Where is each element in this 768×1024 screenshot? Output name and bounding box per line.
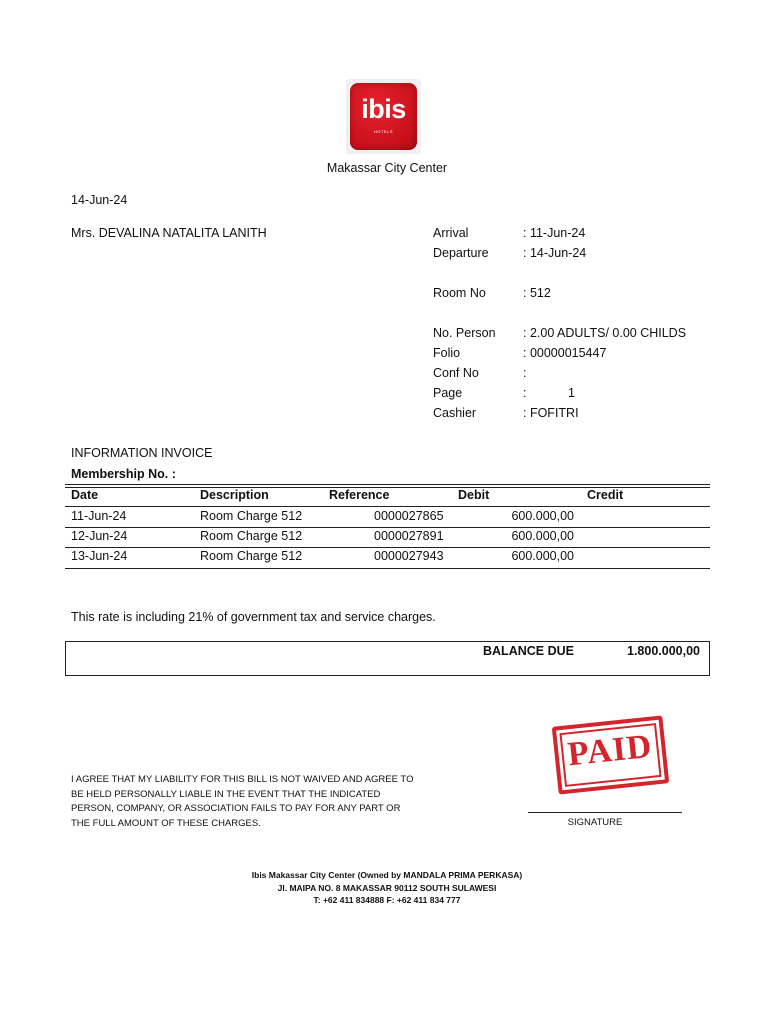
departure-value: : 14-Jun-24	[523, 246, 587, 260]
folio-label: Folio	[433, 346, 461, 360]
balance-value: 1.800.000,00	[627, 644, 700, 658]
departure-label: Departure	[433, 246, 489, 260]
persons-label: No. Person	[433, 326, 496, 340]
col-header-credit: Credit	[587, 488, 624, 502]
page-value: 1	[568, 386, 575, 400]
row-date: 12-Jun-24	[71, 529, 128, 543]
page-colon: :	[523, 386, 527, 400]
conf-value: :	[523, 366, 527, 380]
folio-value: : 00000015447	[523, 346, 607, 360]
paid-stamp	[552, 715, 669, 794]
invoice-title: INFORMATION INVOICE	[71, 446, 213, 460]
liability-line: PERSON, COMPANY, OR ASSOCIATION FAILS TO PAY FOR ANY PART OR	[71, 803, 401, 814]
footer-line: Jl. MAIPA NO. 8 MAKASSAR 90112 SOUTH SULAWESI	[277, 882, 497, 893]
row-reference: 0000027891	[374, 529, 444, 543]
liability-statement	[71, 773, 413, 831]
signature-line	[528, 812, 682, 813]
row-date: 13-Jun-24	[71, 549, 128, 563]
arrival-label: Arrival	[433, 226, 469, 240]
table-bottom-rule	[65, 568, 710, 569]
tax-note: This rate is including 21% of government tax and service charges.	[71, 610, 436, 624]
hotel-name: Makassar City Center	[326, 161, 448, 175]
cashier-label: Cashier	[433, 406, 477, 420]
col-header-debit: Debit	[458, 488, 490, 502]
footer	[0, 869, 768, 907]
row-debit: 600.000,00	[511, 529, 574, 543]
cashier-value: : FOFITRI	[523, 406, 579, 420]
row-debit: 600.000,00	[511, 549, 574, 563]
guest-name: Mrs. DEVALINA NATALITA LANITH	[71, 226, 267, 240]
ibis-logo-badge	[350, 83, 417, 150]
room-label: Room No	[433, 286, 486, 300]
invoice-date: 14-Jun-24	[71, 193, 128, 207]
col-header-reference: Reference	[329, 488, 390, 502]
ibis-logo	[346, 79, 421, 154]
row-description: Room Charge 512	[200, 529, 303, 543]
liability-line: THE FULL AMOUNT OF THESE CHARGES.	[71, 817, 261, 829]
col-header-description: Description	[200, 488, 269, 502]
row-reference: 0000027943	[374, 549, 444, 563]
footer-line: Ibis Makassar City Center (Owned by MANDALA PRIMA PERKASA)	[251, 870, 523, 880]
membership-label: Membership No. :	[71, 467, 176, 481]
signature-label: SIGNATURE	[567, 817, 623, 828]
row-description: Room Charge 512	[200, 509, 303, 523]
row-description: Room Charge 512	[200, 549, 303, 563]
logo-text: ibis	[361, 94, 406, 124]
row-reference: 0000027865	[374, 509, 444, 523]
col-header-date: Date	[71, 488, 99, 502]
footer-line: T: +62 411 834888 F: +62 411 834 777	[313, 895, 461, 905]
row-date: 11-Jun-24	[71, 509, 127, 523]
logo-subtext: HOTELS	[373, 129, 393, 134]
table-header-rule	[65, 506, 710, 507]
arrival-value: : 11-Jun-24	[523, 226, 586, 240]
liability-line: I AGREE THAT MY LIABILITY FOR THIS BILL IS NOT WAIVED AND AGREE TO	[71, 774, 414, 785]
room-value: : 512	[523, 286, 551, 300]
paid-stamp-text: PAID	[566, 727, 655, 774]
liability-line: BE HELD PERSONALLY LIABLE IN THE EVENT THAT THE INDICATED	[71, 788, 381, 800]
persons-value: : 2.00 ADULTS/ 0.00 CHILDS	[523, 326, 687, 340]
conf-label: Conf No	[433, 366, 479, 380]
table-top-rule	[65, 484, 710, 485]
page-label: Page	[433, 386, 463, 400]
row-debit: 600.000,00	[511, 509, 574, 523]
balance-label: BALANCE DUE	[483, 644, 574, 658]
